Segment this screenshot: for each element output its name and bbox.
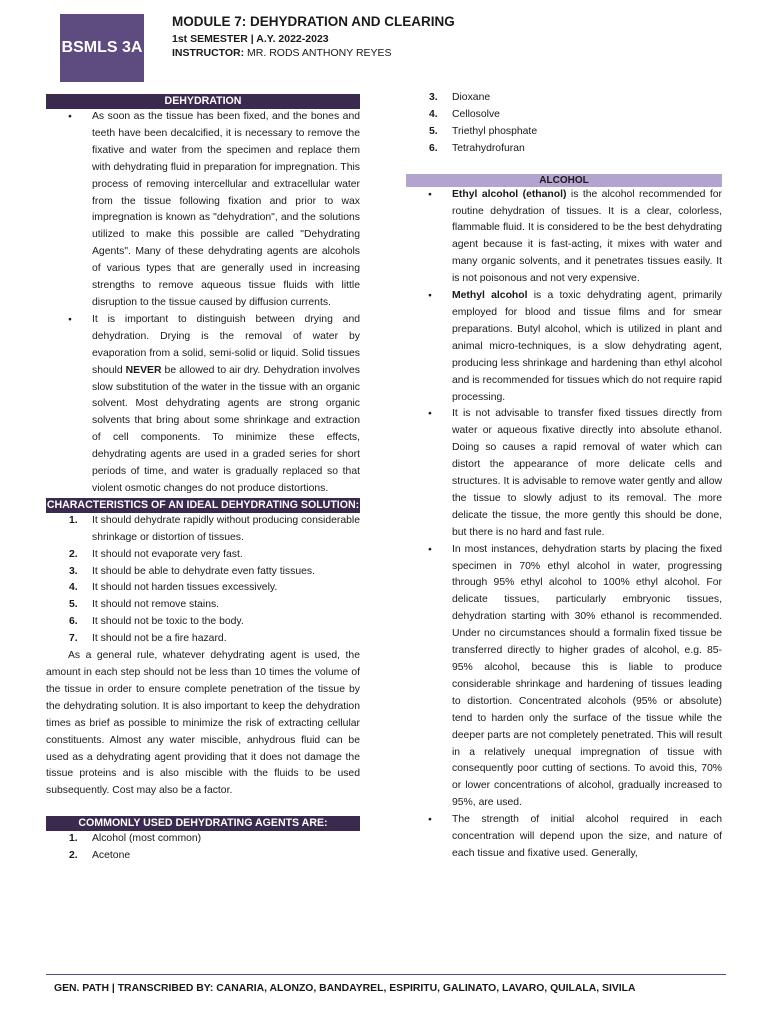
item-text: Tetrahydrofuran (452, 142, 525, 154)
list-item: ● In most instances, dehydration starts by placing the fixed specimen in 70% ethyl alcohol in water, progressing through 95% ethyl alcohol to 100% ethyl alcohol. For delicate tissues, particularly embryonic tissues, dehydration starting with 30% ethanol is recommended. Under no circumstances should a formalin fixed tissue be transferred directly to higher grades of alcohol, e.g. 85-95% alcohol, because this is liable to produce considerable shrinkage and hardening of tissues leading to distortion. Concentrated alcohols (95% or absolute) tend to harden only the surface of the tissue while the deeper parts are not completely penetrated. This will result in a relatively unequal impregnation of tissue with consequently poor cutting of sections. To avoid this, 70% or lower concentrations of alcohol, gradually increased to 95%, are used. (406, 542, 722, 813)
item-text: Dioxane (452, 92, 491, 103)
list-item (46, 831, 360, 848)
list-item (46, 848, 360, 865)
right-column (406, 90, 722, 863)
list-item: ● The strength of initial alcohol required in each concentration will depend upon the size, and nature of each tissue and fixative used. Generally, (406, 812, 722, 863)
list-item (46, 580, 360, 597)
text-run: It is important to distinguish between drying and dehydration. Drying is the removal of water by evaporation from a solid, semi-solid or liquid. Solid tissues should (92, 313, 360, 376)
text-run: is a toxic dehydrating agent, primarily employed for blood and tissue films and for smear preparations. Butyl alcohol, which is utilized in plant and animal micro-techniques, is a slow dehydrating agent, producing less shrinkage and hardening than ethyl alcohol and is recommended for tissues which do not require rapid processing. (452, 290, 722, 403)
agents-heading: COMMONLY USED DEHYDRATING AGENTS ARE: (46, 816, 360, 831)
item-number: 6. (69, 616, 78, 628)
list-item (46, 564, 360, 581)
list-item (46, 312, 360, 498)
item-text: It should not evaporate very fast. (92, 548, 243, 560)
agents-list (46, 831, 360, 865)
dehydration-heading: DEHYDRATION (46, 94, 360, 109)
list-item (46, 547, 360, 564)
page-header (172, 14, 455, 60)
item-number: 2. (69, 850, 78, 862)
item-text: It should not remove stains. (92, 599, 220, 611)
item-text: It should not be toxic to the body. (92, 616, 244, 628)
item-number: 4. (69, 582, 78, 594)
list-item (46, 614, 360, 631)
list-item (46, 597, 360, 614)
item-number: 7. (69, 633, 78, 645)
characteristics-list (46, 513, 360, 648)
list-item (406, 124, 722, 141)
alcohol-heading: ALCOHOL (406, 174, 722, 187)
module-title: MODULE 7: DEHYDRATION AND CLEARING (172, 14, 455, 29)
item-number: 5. (429, 125, 438, 137)
item-text: It should dehydrate rapidly without producing considerable shrinkage or distortion of tissues. (92, 514, 361, 543)
list-item (406, 107, 722, 124)
item-text: Cellosolve (452, 108, 500, 120)
alcohol-bullets (406, 187, 722, 863)
term-ethyl-alcohol: Ethyl alcohol (ethanol) (452, 188, 567, 200)
item-text: Acetone (92, 850, 131, 862)
instructor-name: MR. RODS ANTHONY REYES (244, 47, 392, 59)
dehydration-bullets (46, 109, 360, 498)
left-column (46, 94, 360, 865)
semester-line: 1st SEMESTER | A.Y. 2022-2023 (172, 33, 329, 45)
section-badge: BSMLS 3A (60, 14, 144, 82)
instructor-label: INSTRUCTOR: (172, 47, 245, 59)
emphasis-never: NEVER (125, 364, 162, 376)
footer-divider (46, 974, 726, 975)
list-item (406, 90, 722, 107)
item-text: It should not be a fire hazard. (92, 633, 227, 645)
item-number: 1. (69, 514, 78, 526)
item-number: 2. (69, 548, 78, 560)
characteristics-heading: CHARACTERISTICS OF AN IDEAL DEHYDRATING SOLUTION: (46, 498, 360, 511)
list-item (406, 288, 722, 406)
item-number: 3. (69, 565, 78, 577)
item-number: 3. (429, 92, 438, 103)
term-methyl-alcohol: Methyl alcohol (452, 290, 528, 302)
list-item (46, 631, 360, 648)
item-number: 4. (429, 108, 438, 120)
list-item (406, 141, 722, 158)
item-text: Triethyl phosphate (452, 125, 538, 137)
list-item (46, 513, 360, 547)
instructor-line (172, 46, 455, 60)
list-item: ● As soon as the tissue has been fixed, and the bones and teeth have been decalcified, it is necessary to remove the fixative and water from the specimen and replace them with dehydrating fluid in preparation for impregnation. This process of removing intercellular and extracellular water from the tissue following fixation and prior to wax impregnation is known as "dehydration", and the solutions utilized to make this possible are called "Dehydrating Agents". Many of these dehydrating agents are alcohols of various types that are generally used in increasing strengths to remove aqueous tissue fluids with little disruption to the tissue caused by diffusion currents. (46, 109, 360, 312)
agents-list-continued (406, 90, 722, 158)
item-text: It should not harden tissues excessively. (92, 582, 278, 594)
general-rule-paragraph: As a general rule, whatever dehydrating agent is used, the amount in each step should not be less than 10 times the volume of the tissue in order to ensure complete penetration of the tissue by the dehydrating solution. It is also important to keep the dehydration times as brief as possible to minimize the risk of extracting cellular constituents. Almost any water miscible, anhydrous fluid can be used as a dehydrating agent providing that it does not damage the tissue proteins and is also miscible with the fluids to be used subsequently. Cost may also be a factor. (46, 650, 360, 797)
item-text: Alcohol (most common) (92, 833, 202, 845)
item-number: 5. (69, 599, 78, 611)
page-footer: GEN. PATH | TRANSCRIBED BY: CANARIA, ALONZO, BANDAYREL, ESPIRITU, GALINATO, LAVARO, QUILALA, SIVILA (54, 983, 636, 994)
text-run: is the alcohol recommended for routine dehydration of tissues. It is a clear, colorless, flammable fluid. It is considered to be the best dehydrating agent because it is fast-acting, it mixes with water and many organic solvents, and it penetrates tissues easily. It is not poisonous and not very expensive. (452, 188, 722, 285)
list-item: ● It is not advisable to transfer fixed tissues directly from water or aqueous fixative directly into absolute ethanol. Doing so causes a rapid removal of water which can distort the appearance of more delicate cells and structures. It is advisable to remove water gently and allow the tissue to slowly adjust to its removal. The more delicate the tissue, the more gently this should be done, but there is no hard and fast rule. (406, 406, 722, 541)
list-item (406, 187, 722, 288)
item-number: 1. (69, 833, 78, 845)
item-number: 6. (429, 142, 438, 154)
item-text: It should be able to dehydrate even fatty tissues. (92, 565, 315, 577)
text-run: be allowed to air dry. Dehydration involves slow substitution of the water in the tissue with an organic solvent. Most dehydrating agents are strong organic solvents that bring about some shrinkage and extraction of cell components. To minimize these effects, dehydrating agents are used in a graded series for short periods of time, and water is gradually replaced so that violent osmotic changes do not produce distortions. (92, 364, 360, 494)
